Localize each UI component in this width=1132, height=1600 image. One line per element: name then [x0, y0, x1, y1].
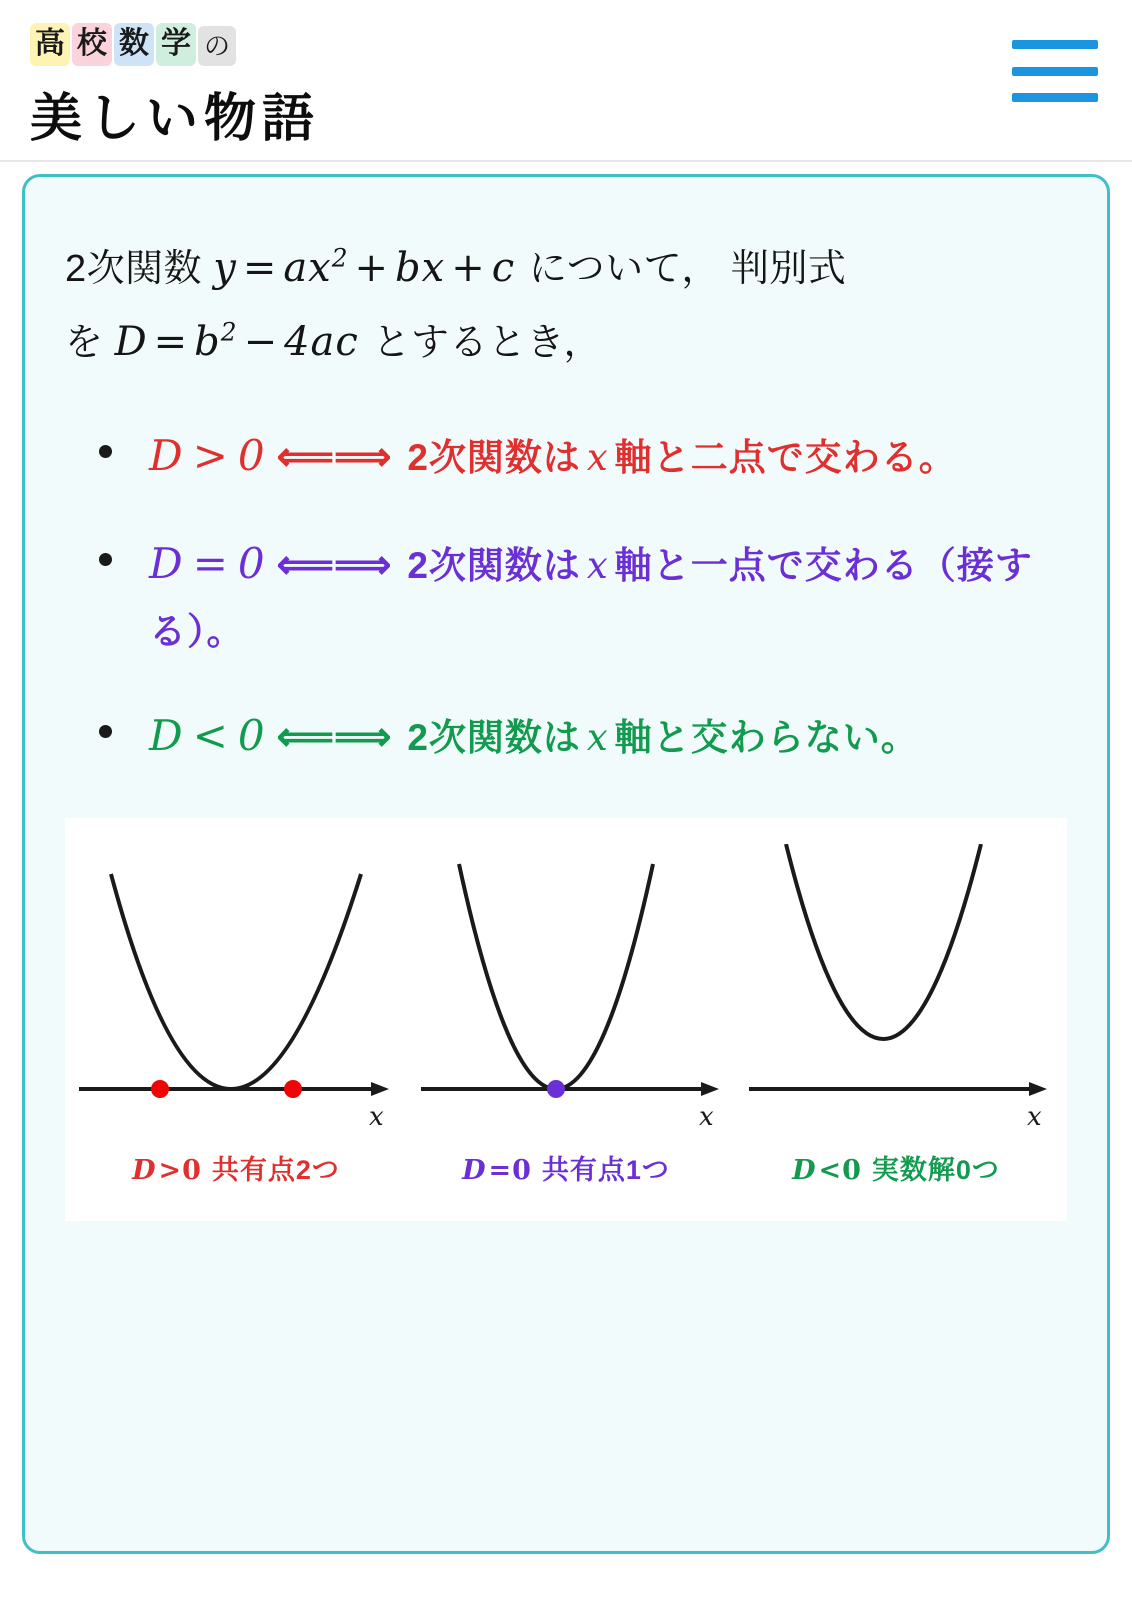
- condition-list: [65, 419, 1067, 772]
- disc-b: b: [194, 319, 221, 365]
- cond-value: 0: [237, 710, 267, 760]
- formula-y: y: [213, 245, 237, 291]
- disc-equals: =: [153, 319, 189, 365]
- condition-text-positive: [407, 437, 956, 478]
- cond-text-b: 軸と一点で交わる（接する）。: [149, 544, 1033, 652]
- formula-bx: bx: [395, 245, 446, 291]
- list-item: [65, 699, 1067, 773]
- discriminant-formula: [115, 319, 373, 365]
- formula-ax2: ax: [283, 245, 332, 291]
- theorem-statement: [65, 231, 1067, 379]
- cond-text-variable: x: [586, 715, 609, 759]
- caption-label: 共有点2つ: [211, 1155, 340, 1186]
- logo-top-row: [30, 14, 320, 66]
- cond-relation: =: [192, 538, 230, 588]
- cond-relation: >: [192, 431, 230, 480]
- panel-caption-one-root: [401, 1148, 731, 1187]
- quadratic-formula: [213, 245, 529, 291]
- logo-title: 美しい物語: [30, 88, 321, 149]
- parabola-figure: [65, 818, 1067, 1221]
- iff-arrow-icon: ⟸⟹: [276, 435, 392, 479]
- condition-math-positive: [149, 431, 267, 480]
- lead-text-5: とするとき，: [372, 322, 602, 364]
- logo-char-2: 校: [72, 23, 112, 66]
- cond-text-b: 軸と交わらない。: [614, 716, 919, 758]
- figure-panel-one-root: [401, 844, 731, 1187]
- disc-minus: −: [243, 319, 279, 365]
- figure-panels: [65, 844, 1067, 1187]
- list-item: [65, 527, 1067, 665]
- header-divider: [0, 160, 1132, 162]
- cond-text-a: 2次関数は: [407, 716, 581, 758]
- figure-panel-no-root: [731, 844, 1061, 1187]
- panel-caption-no-root: [731, 1148, 1061, 1187]
- site-logo[interactable]: [30, 14, 320, 151]
- cond-value: 0: [237, 538, 267, 588]
- axis-label-x: x: [699, 1102, 714, 1133]
- parabola-graph-two-roots: [71, 844, 401, 1144]
- caption-relation: <: [818, 1155, 843, 1187]
- caption-value: 0: [512, 1155, 532, 1187]
- cond-value: 0: [237, 431, 267, 480]
- caption-label: 実数解0つ: [871, 1155, 1000, 1186]
- list-item: [65, 419, 1067, 493]
- caption-D: D: [132, 1155, 157, 1187]
- formula-plus-1: +: [354, 245, 390, 291]
- condition-math-zero: [149, 539, 267, 588]
- formula-c: c: [491, 245, 516, 291]
- figure-panel-two-roots: [71, 844, 401, 1187]
- cond-relation: <: [192, 710, 230, 760]
- panel-caption-two-roots: [71, 1148, 401, 1187]
- lead-text-4: を: [65, 322, 104, 364]
- caption-relation: >: [158, 1155, 183, 1187]
- logo-char-1: 高: [30, 23, 70, 66]
- cond-D: D: [149, 710, 185, 760]
- parabola-graph-no-root: [731, 844, 1061, 1144]
- cond-D: D: [149, 431, 185, 480]
- caption-value: 0: [182, 1155, 202, 1187]
- lead-text-1: 2次関数: [65, 248, 203, 290]
- lead-text-2: について，: [528, 248, 720, 290]
- formula-plus-2: +: [451, 245, 486, 291]
- logo-particle: の: [198, 26, 236, 66]
- disc-b-exponent: 2: [220, 317, 238, 347]
- hamburger-menu-icon[interactable]: [1012, 40, 1098, 102]
- cond-D: D: [149, 538, 185, 588]
- cond-text-b: 軸と二点で交わる。: [614, 437, 957, 478]
- caption-label: 共有点1つ: [541, 1155, 670, 1186]
- caption-D: D: [462, 1155, 487, 1187]
- axis-label-x: x: [369, 1102, 384, 1133]
- caption-D: D: [792, 1155, 817, 1187]
- caption-relation: =: [488, 1155, 513, 1187]
- disc-4ac: 4ac: [284, 319, 359, 365]
- condition-math-negative: [149, 711, 267, 760]
- iff-arrow-icon: ⟸⟹: [276, 714, 392, 759]
- formula-equals: =: [242, 245, 278, 291]
- axis-label-x: x: [1027, 1102, 1042, 1133]
- logo-char-4: 学: [156, 23, 196, 66]
- hamburger-bar-2: [1012, 67, 1098, 76]
- theorem-card: [22, 174, 1110, 1554]
- lead-text-3: 判別式: [730, 248, 847, 290]
- cond-text-variable: x: [586, 543, 609, 587]
- formula-ax2-exponent: 2: [331, 243, 349, 273]
- iff-arrow-icon: ⟸⟹: [276, 542, 392, 587]
- cond-text-variable: x: [586, 436, 609, 479]
- logo-char-3: 数: [114, 23, 154, 66]
- site-header: [0, 0, 1132, 160]
- parabola-graph-one-root: [401, 844, 731, 1144]
- caption-value: 0: [842, 1155, 862, 1187]
- condition-text-negative: [407, 717, 918, 758]
- cond-text-a: 2次関数は: [407, 544, 581, 586]
- hamburger-bar-3: [1012, 93, 1098, 102]
- cond-text-a: 2次関数は: [407, 437, 581, 478]
- hamburger-bar-1: [1012, 40, 1098, 49]
- disc-D: D: [114, 319, 148, 365]
